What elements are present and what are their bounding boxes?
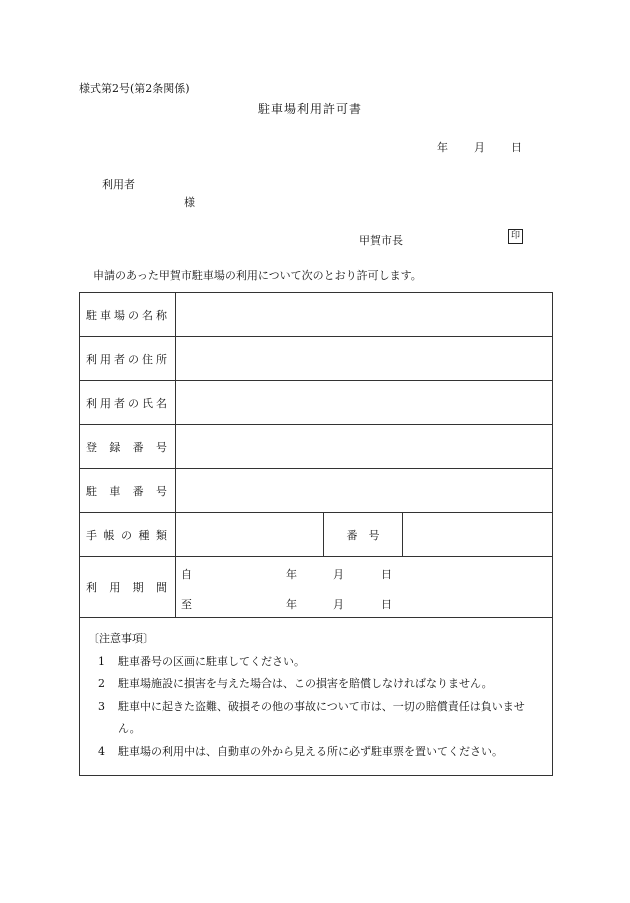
parking-name-value[interactable] — [176, 293, 553, 337]
period-to-day: 日 — [381, 598, 392, 611]
note-number: 2 — [98, 677, 105, 690]
note-item — [88, 673, 544, 696]
user-address-value[interactable] — [176, 337, 553, 381]
period-from-row — [176, 557, 552, 587]
parking-number-label: 駐 車 番 号 — [80, 469, 176, 513]
note-number: 3 — [98, 699, 105, 713]
table-row — [80, 513, 553, 557]
user-address-label: 利 用 者 の 住 所 — [80, 337, 176, 381]
seal-mark: 印 — [508, 229, 523, 244]
parking-name-label: 駐 車 場 の 名 称 — [80, 293, 176, 337]
notes-cell — [80, 618, 553, 776]
period-to-row — [176, 587, 552, 617]
period-from-month: 月 — [333, 568, 344, 581]
issue-date — [437, 139, 522, 155]
parking-number-value[interactable] — [176, 469, 553, 513]
note-number: 4 — [98, 744, 105, 758]
number-value[interactable] — [403, 513, 553, 557]
handbook-type-value[interactable] — [176, 513, 324, 557]
notes-section — [80, 618, 552, 763]
issuer-name: 甲賀市長 — [359, 234, 403, 247]
period-from-year: 年 — [286, 568, 297, 581]
notes-heading: 〔注意事項〕 — [88, 632, 154, 645]
note-item — [88, 741, 544, 764]
user-label: 利用者 — [102, 178, 135, 191]
note-number: 1 — [98, 654, 105, 668]
number-label: 番 号 — [324, 513, 403, 557]
note-text: 駐車場施設に損害を与えた場合は、この損害を賠償しなければなりません。 — [118, 677, 493, 690]
registration-number-label: 登 録 番 号 — [80, 425, 176, 469]
registration-number-value[interactable] — [176, 425, 553, 469]
note-item — [88, 696, 544, 741]
note-text: 駐車場の利用中は、自動車の外から見える所に必ず駐車票を置いてください。 — [118, 744, 503, 758]
user-name-value[interactable] — [176, 381, 553, 425]
note-text: 駐車中に起きた盗難、破損その他の事故について市は、一切の賠償責任は負いませ — [118, 699, 525, 713]
user-name-label: 利 用 者 の 氏 名 — [80, 381, 176, 425]
date-day-label: 日 — [511, 141, 522, 154]
date-month-label: 月 — [474, 141, 485, 154]
document-title: 駐車場利用許可書 — [258, 102, 363, 116]
table-row — [80, 557, 553, 618]
handbook-type-label: 手 帳 の 種 類 — [80, 513, 176, 557]
table-row — [80, 425, 553, 469]
note-text-continuation: ん。 — [118, 722, 141, 735]
honorific: 様 — [184, 196, 195, 209]
permit-table — [79, 292, 553, 776]
period-to-year: 年 — [286, 598, 297, 611]
table-row — [80, 618, 553, 776]
period-to-label: 至 — [181, 598, 192, 611]
date-year-label: 年 — [437, 141, 448, 154]
note-item — [88, 651, 544, 674]
form-number: 様式第2号(第2条関係) — [79, 82, 190, 95]
usage-period-value[interactable] — [176, 557, 553, 618]
intro-text: 申請のあった甲賀市駐車場の利用について次のとおり許可します。 — [93, 269, 422, 282]
note-text: 駐車番号の区画に駐車してください。 — [118, 654, 305, 668]
table-row — [80, 469, 553, 513]
table-row — [80, 381, 553, 425]
period-from-day: 日 — [381, 568, 392, 581]
table-row — [80, 293, 553, 337]
usage-period-label: 利 用 期 間 — [80, 557, 176, 618]
period-to-month: 月 — [333, 598, 344, 611]
table-row — [80, 337, 553, 381]
period-from-label: 自 — [181, 568, 192, 581]
